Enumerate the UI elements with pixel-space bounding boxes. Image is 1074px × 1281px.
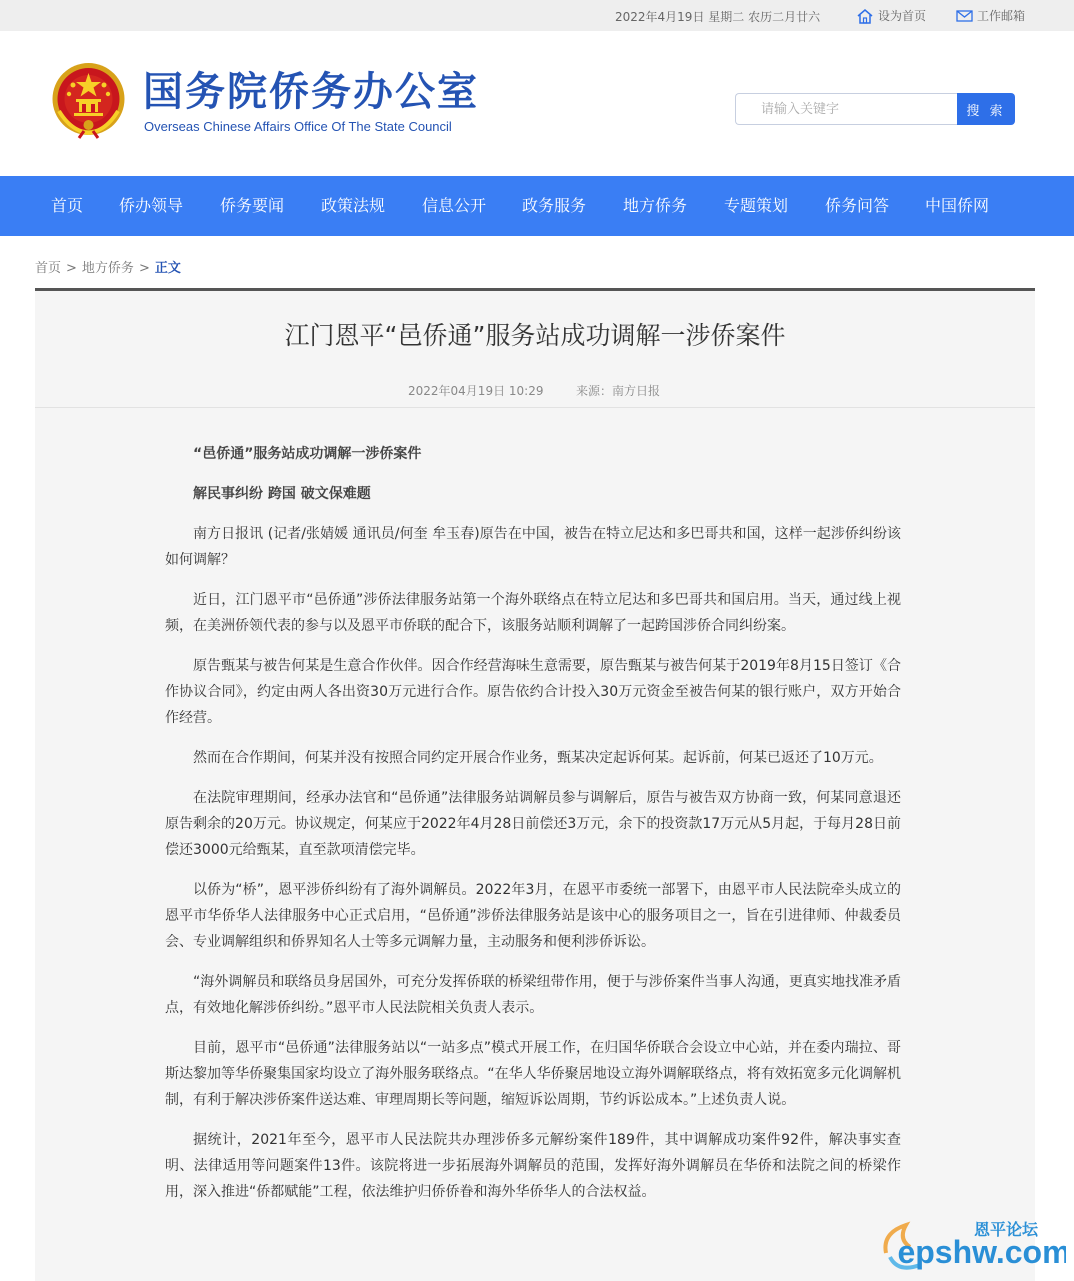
- work-mail-link[interactable]: [956, 7, 1025, 24]
- article-paragraph: 目前，恩平市“邑侨通”法律服务站以“一站多点”模式开展工作，在归国华侨联合会设立中心站，并在委内瑞拉、哥斯达黎加等华侨聚集国家均设立了海外服务联络点。“在华人华侨聚居地设立海外调解联络点，将有效拓宽多元化调解机制，有利于解决涉侨案件送达难、审理周期长等问题，缩短诉讼周期，节约诉讼成本。”上述负责人说。: [165, 1040, 901, 1108]
- nav-item-qa[interactable]: 侨务问答: [825, 196, 890, 215]
- top-utility-bar: [0, 0, 1074, 31]
- article-paragraph: 据统计，2021年至今，恩平市人民法院共办理涉侨多元解纷案件189件，其中调解成功案件92件，解决事实查明、法律适用等问题案件13件。该院将进一步拓展海外调解员的范围，发挥好海外调解员在华侨和法院之间的桥梁作用，深入推进“侨都赋能”工程，依法维护归侨侨眷和海外华侨华人的合法权益。: [165, 1132, 901, 1200]
- article-paragraph: 原告甄某与被告何某是生意合作伙伴。因合作经营海味生意需要，原告甄某与被告何某于2019年8月15日签订《合作协议合同》，约定由两人各出资30万元进行合作。原告依约合计投入30万元资金至被告何某的银行账户，双方开始合作经营。: [165, 658, 901, 726]
- article-paragraph: 近日，江门恩平市“邑侨通”涉侨法律服务站第一个海外联络点在特立尼达和多巴哥共和国启用。当天，通过线上视频，在美洲侨领代表的参与以及恩平市侨联的配合下，该服务站顺利调解了一起跨国涉侨合同纠纷案。: [165, 592, 901, 634]
- search-button[interactable]: 搜 索: [957, 93, 1015, 125]
- site-subtitle: Overseas Chinese Affairs Office Of The State Council: [144, 119, 452, 134]
- breadcrumb-separator: >: [66, 261, 77, 276]
- article-header: [35, 291, 1035, 408]
- article-paragraph: 南方日报讯 (记者/张婧媛 通讯员/何奎 牟玉春)原告在中国，被告在特立尼达和多巴哥共和国，这样一起涉侨纠纷该如何调解？: [165, 526, 901, 568]
- article-paragraph: 然而在合作期间，何某并没有按照合同约定开展合作业务，甄某决定起诉何某。起诉前，何某已返还了10万元。: [193, 750, 883, 766]
- main-nav: [0, 176, 1074, 236]
- breadcrumb-home[interactable]: 首页: [35, 261, 62, 276]
- article-title: 江门恩平“邑侨通”服务站成功调解一涉侨案件: [284, 321, 786, 350]
- breadcrumb-section[interactable]: 地方侨务: [81, 261, 134, 276]
- article-body: [165, 441, 901, 1219]
- article-date: 2022年04月19日 10:29: [408, 384, 544, 398]
- nav-item-policy[interactable]: 政策法规: [321, 196, 386, 215]
- nav-item-chinaqw[interactable]: 中国侨网: [925, 196, 990, 215]
- article-source: 来源：南方日报: [576, 384, 661, 398]
- breadcrumb-separator: >: [138, 261, 150, 276]
- search-input[interactable]: [735, 93, 959, 125]
- article-subheading: 解民事纠纷 跨国 破文保难题: [193, 486, 371, 502]
- nav-item-home[interactable]: 首页: [51, 196, 84, 215]
- breadcrumb: [35, 257, 181, 276]
- epshw-watermark-logo: [876, 1213, 1066, 1279]
- article-container: [35, 288, 1035, 1281]
- article-paragraph: 以侨为“桥”，恩平涉侨纠纷有了海外调解员。2022年3月，在恩平市委统一部署下，由恩平市人民法院牵头成立的恩平市华侨华人法律服务中心正式启用，“邑侨通”涉侨法律服务站是该中心的服务项目之一，旨在引进律师、仲裁委员会、专业调解组织和侨界知名人士等多元调解力量，主动服务和便利涉侨诉讼。: [165, 882, 901, 950]
- article-paragraph: “海外调解员和联络员身居国外，可充分发挥侨联的桥梁纽带作用，便于与涉侨案件当事人沟通，更真实地找准矛盾点，有效地化解涉侨纠纷。”恩平市人民法院相关负责人表示。: [165, 974, 901, 1016]
- nav-item-local-affairs[interactable]: 地方侨务: [623, 196, 688, 215]
- article-paragraph: 在法院审理期间，经承办法官和“邑侨通”法律服务站调解员参与调解后，原告与被告双方协商一致，何某同意退还原告剩余的20万元。协议规定，何某应于2022年4月28日前偿还3万元，余下的投资款17万元从5月起，于每月28日前偿还3000元给甄某，直至款项清偿完毕。: [165, 790, 901, 858]
- home-icon: [856, 8, 874, 24]
- site-title: 国务院侨务办公室: [143, 69, 479, 115]
- nav-item-news[interactable]: 侨务要闻: [220, 196, 285, 215]
- current-date: 2022年4月19日 星期二 农历二月廿六: [615, 10, 821, 24]
- set-homepage-label: 设为首页: [878, 9, 927, 23]
- breadcrumb-current: 正文: [154, 261, 181, 276]
- work-mail-label: 工作邮箱: [977, 9, 1026, 23]
- watermark-text-cn: 恩平论坛: [973, 1220, 1039, 1239]
- nav-item-gov-services[interactable]: 政务服务: [522, 196, 587, 215]
- nav-item-special-topics[interactable]: 专题策划: [724, 196, 789, 215]
- watermark-text-en: epshw.com: [897, 1234, 1066, 1270]
- article-subheading: “邑侨通”服务站成功调解一涉侨案件: [193, 446, 422, 462]
- nav-item-leaders[interactable]: 侨办领导: [119, 196, 184, 215]
- nav-item-info-disclosure[interactable]: 信息公开: [422, 196, 487, 215]
- set-homepage-link[interactable]: [856, 7, 926, 24]
- national-emblem-logo[interactable]: [51, 61, 126, 139]
- mail-icon: [956, 10, 973, 22]
